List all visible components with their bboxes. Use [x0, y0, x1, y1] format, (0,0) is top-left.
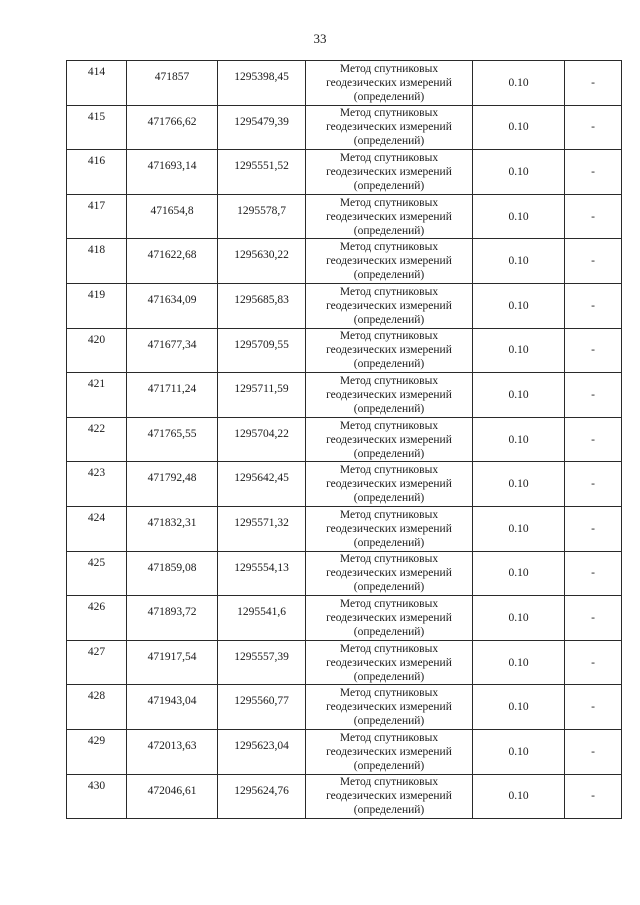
table-row — [67, 283, 622, 328]
method-cell — [306, 640, 473, 685]
method-line: (определений) — [353, 581, 425, 594]
x-coordinate-cell: 471792,48 — [127, 462, 218, 507]
y-coordinate-cell: 1295479,39 — [218, 105, 306, 150]
point-number-cell: 429 — [67, 729, 127, 774]
method-line: геодезических измерений — [326, 344, 452, 357]
method-cell — [306, 729, 473, 774]
accuracy-cell: 0.10 — [473, 506, 565, 551]
extra-cell: - — [565, 729, 622, 774]
method-cell — [306, 685, 473, 730]
x-coordinate-cell: 471765,55 — [127, 417, 218, 462]
x-coordinate-cell: 471622,68 — [127, 239, 218, 284]
x-coordinate-cell: 471766,62 — [127, 105, 218, 150]
method-cell — [306, 283, 473, 328]
method-cell — [306, 61, 473, 106]
extra-cell: - — [565, 417, 622, 462]
page-number: 33 — [313, 31, 327, 46]
point-number-cell: 424 — [67, 506, 127, 551]
extra-cell: - — [565, 774, 622, 819]
accuracy-cell: 0.10 — [473, 640, 565, 685]
method-line: геодезических измерений — [326, 388, 452, 401]
table-row — [67, 462, 622, 507]
y-coordinate-cell: 1295560,77 — [218, 685, 306, 730]
method-line: геодезических измерений — [326, 299, 452, 312]
method-line: Метод спутниковых — [339, 374, 439, 387]
x-coordinate-cell: 471943,04 — [127, 685, 218, 730]
point-number-cell: 422 — [67, 417, 127, 462]
y-coordinate-cell: 1295551,52 — [218, 150, 306, 195]
method-line: (определений) — [353, 804, 425, 817]
method-line: (определений) — [353, 715, 425, 728]
method-line: Метод спутниковых — [339, 419, 439, 432]
y-coordinate-cell: 1295557,39 — [218, 640, 306, 685]
table-row — [67, 551, 622, 596]
point-number-cell: 417 — [67, 194, 127, 239]
method-cell — [306, 506, 473, 551]
extra-cell: - — [565, 462, 622, 507]
point-number-cell: 419 — [67, 283, 127, 328]
method-line: Метод спутниковых — [339, 731, 439, 744]
table-row — [67, 150, 622, 195]
accuracy-cell: 0.10 — [473, 61, 565, 106]
method-cell — [306, 373, 473, 418]
method-line: Метод спутниковых — [339, 553, 439, 566]
method-line: (определений) — [353, 90, 425, 103]
y-coordinate-cell: 1295624,76 — [218, 774, 306, 819]
y-coordinate-cell: 1295541,6 — [218, 596, 306, 641]
method-cell — [306, 328, 473, 373]
table-row — [67, 729, 622, 774]
table-row — [67, 239, 622, 284]
table-row — [67, 328, 622, 373]
y-coordinate-cell: 1295623,04 — [218, 729, 306, 774]
method-line: Метод спутниковых — [339, 642, 439, 655]
y-coordinate-cell: 1295709,55 — [218, 328, 306, 373]
method-cell — [306, 105, 473, 150]
method-line: (определений) — [353, 670, 425, 683]
method-line: (определений) — [353, 179, 425, 192]
method-cell — [306, 774, 473, 819]
table-row — [67, 685, 622, 730]
point-number-cell: 420 — [67, 328, 127, 373]
extra-cell: - — [565, 105, 622, 150]
accuracy-cell: 0.10 — [473, 729, 565, 774]
method-line: Метод спутниковых — [339, 285, 439, 298]
accuracy-cell: 0.10 — [473, 596, 565, 641]
extra-cell: - — [565, 239, 622, 284]
point-number-cell: 414 — [67, 61, 127, 106]
accuracy-cell: 0.10 — [473, 194, 565, 239]
method-line: (определений) — [353, 447, 425, 460]
accuracy-cell: 0.10 — [473, 373, 565, 418]
y-coordinate-cell: 1295571,32 — [218, 506, 306, 551]
method-cell — [306, 239, 473, 284]
method-line: (определений) — [353, 536, 425, 549]
point-number-cell: 415 — [67, 105, 127, 150]
method-line: геодезических измерений — [326, 121, 452, 134]
method-line: (определений) — [353, 625, 425, 638]
method-line: Метод спутниковых — [339, 330, 439, 343]
method-cell — [306, 596, 473, 641]
method-line: геодезических измерений — [326, 611, 452, 624]
method-cell — [306, 150, 473, 195]
method-line: Метод спутниковых — [339, 151, 439, 164]
extra-cell: - — [565, 506, 622, 551]
accuracy-cell: 0.10 — [473, 105, 565, 150]
y-coordinate-cell: 1295642,45 — [218, 462, 306, 507]
point-number-cell: 416 — [67, 150, 127, 195]
y-coordinate-cell: 1295711,59 — [218, 373, 306, 418]
extra-cell: - — [565, 150, 622, 195]
x-coordinate-cell: 471654,8 — [127, 194, 218, 239]
method-line: (определений) — [353, 313, 425, 326]
accuracy-cell: 0.10 — [473, 150, 565, 195]
method-line: (определений) — [353, 402, 425, 415]
x-coordinate-cell: 471893,72 — [127, 596, 218, 641]
accuracy-cell: 0.10 — [473, 685, 565, 730]
table-row — [67, 640, 622, 685]
method-line: Метод спутниковых — [339, 62, 439, 75]
method-line: геодезических измерений — [326, 478, 452, 491]
point-number-cell: 423 — [67, 462, 127, 507]
method-line: Метод спутниковых — [339, 776, 439, 789]
extra-cell: - — [565, 640, 622, 685]
table-row — [67, 506, 622, 551]
table-row — [67, 194, 622, 239]
y-coordinate-cell: 1295578,7 — [218, 194, 306, 239]
extra-cell: - — [565, 685, 622, 730]
accuracy-cell: 0.10 — [473, 417, 565, 462]
accuracy-cell: 0.10 — [473, 283, 565, 328]
extra-cell: - — [565, 328, 622, 373]
method-line: геодезических измерений — [326, 165, 452, 178]
x-coordinate-cell: 471693,14 — [127, 150, 218, 195]
table-row — [67, 373, 622, 418]
method-line: геодезических измерений — [326, 745, 452, 758]
method-line: Метод спутниковых — [339, 508, 439, 521]
point-number-cell: 425 — [67, 551, 127, 596]
accuracy-cell: 0.10 — [473, 462, 565, 507]
method-cell — [306, 417, 473, 462]
extra-cell: - — [565, 283, 622, 328]
x-coordinate-cell: 471677,34 — [127, 328, 218, 373]
x-coordinate-cell: 472046,61 — [127, 774, 218, 819]
method-line: геодезических измерений — [326, 656, 452, 669]
x-coordinate-cell: 471711,24 — [127, 373, 218, 418]
method-line: геодезических измерений — [326, 76, 452, 89]
extra-cell: - — [565, 194, 622, 239]
method-line: Метод спутниковых — [339, 241, 439, 254]
table-row — [67, 105, 622, 150]
x-coordinate-cell: 471857 — [127, 61, 218, 106]
method-line: Метод спутниковых — [339, 687, 439, 700]
point-number-cell: 426 — [67, 596, 127, 641]
method-line: (определений) — [353, 269, 425, 282]
method-line: геодезических измерений — [326, 567, 452, 580]
method-line: Метод спутниковых — [339, 597, 439, 610]
y-coordinate-cell: 1295398,45 — [218, 61, 306, 106]
accuracy-cell: 0.10 — [473, 239, 565, 284]
table-row — [67, 596, 622, 641]
coordinates-table — [66, 60, 622, 819]
method-line: геодезических измерений — [326, 433, 452, 446]
method-line: геодезических измерений — [326, 522, 452, 535]
extra-cell: - — [565, 596, 622, 641]
table-row — [67, 61, 622, 106]
point-number-cell: 418 — [67, 239, 127, 284]
method-line: (определений) — [353, 135, 425, 148]
method-line: Метод спутниковых — [339, 196, 439, 209]
extra-cell: - — [565, 551, 622, 596]
point-number-cell: 430 — [67, 774, 127, 819]
x-coordinate-cell: 472013,63 — [127, 729, 218, 774]
y-coordinate-cell: 1295630,22 — [218, 239, 306, 284]
method-line: (определений) — [353, 759, 425, 772]
method-cell — [306, 551, 473, 596]
method-line: Метод спутниковых — [339, 107, 439, 120]
table-row — [67, 417, 622, 462]
method-cell — [306, 462, 473, 507]
x-coordinate-cell: 471859,08 — [127, 551, 218, 596]
y-coordinate-cell: 1295685,83 — [218, 283, 306, 328]
x-coordinate-cell: 471634,09 — [127, 283, 218, 328]
y-coordinate-cell: 1295554,13 — [218, 551, 306, 596]
table-body — [67, 61, 622, 819]
accuracy-cell: 0.10 — [473, 774, 565, 819]
method-line: (определений) — [353, 358, 425, 371]
method-line: геодезических измерений — [326, 255, 452, 268]
method-cell — [306, 194, 473, 239]
method-line: (определений) — [353, 492, 425, 505]
extra-cell: - — [565, 61, 622, 106]
extra-cell: - — [565, 373, 622, 418]
method-line: Метод спутниковых — [339, 464, 439, 477]
method-line: (определений) — [353, 224, 425, 237]
method-line: геодезических измерений — [326, 790, 452, 803]
x-coordinate-cell: 471832,31 — [127, 506, 218, 551]
table-row — [67, 774, 622, 819]
point-number-cell: 427 — [67, 640, 127, 685]
accuracy-cell: 0.10 — [473, 328, 565, 373]
accuracy-cell: 0.10 — [473, 551, 565, 596]
method-line: геодезических измерений — [326, 701, 452, 714]
y-coordinate-cell: 1295704,22 — [218, 417, 306, 462]
method-line: геодезических измерений — [326, 210, 452, 223]
point-number-cell: 421 — [67, 373, 127, 418]
x-coordinate-cell: 471917,54 — [127, 640, 218, 685]
point-number-cell: 428 — [67, 685, 127, 730]
